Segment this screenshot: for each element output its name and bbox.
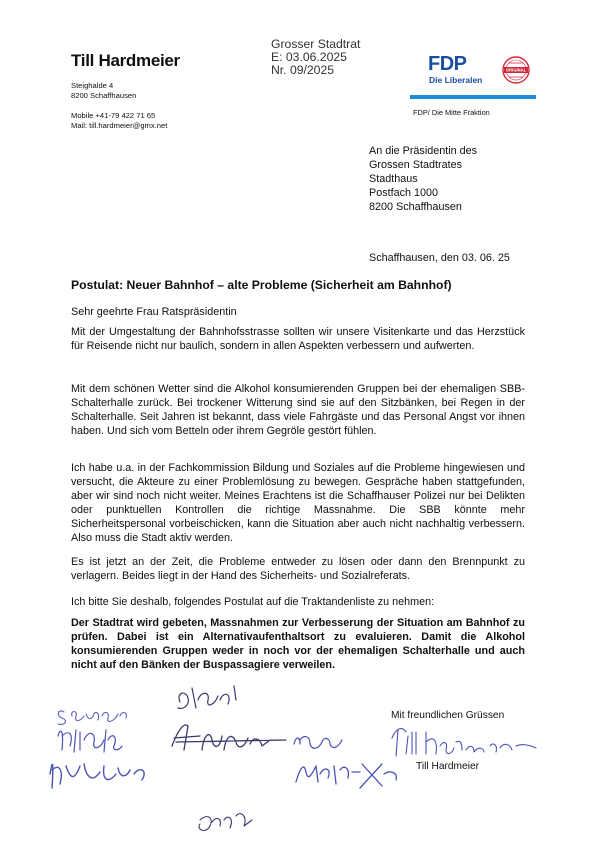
signature-1 [58, 711, 126, 725]
recipient-address [369, 144, 477, 214]
sender-address [71, 81, 136, 101]
document-info [271, 38, 360, 77]
council-name: Grosser Stadtrat [271, 37, 361, 51]
sender-street: Steighalde 4 [71, 81, 114, 90]
signature-7 [296, 764, 396, 788]
signature-4 [58, 730, 122, 752]
signature-2 [178, 686, 236, 708]
subject-line: Postulat: Neuer Bahnhof – alte Probleme (Sicherheit am Bahnhof) [71, 278, 452, 292]
signature-hardmeier [392, 729, 536, 756]
sender-mobile: Mobile +41-79 422 71 65 [71, 111, 156, 120]
sender-mail: Mail: till.hardmeier@gmx.net [71, 121, 168, 130]
original-stamp-icon [501, 55, 531, 85]
letter-date: Schaffhausen, den 03. 06. 25 [369, 252, 510, 264]
body-paragraph: Mit der Umgestaltung der Bahnhofsstrasse sollten wir unsere Visitenkarte und das Herzstück für Reisende nicht nur baulich, sondern in allen Aspekten verbessern und aufwerten. [71, 326, 525, 352]
signature-8 [199, 814, 252, 831]
fdp-logo [422, 50, 498, 96]
body-paragraph: Mit dem schönen Wetter sind die Alkohol konsumierenden Gruppen bei der ehemaligen SBB-Schalterhalle zurück. Bei trockener Witterung sind sie auf den Sitzbänken, bei Regen in der Schalterhalle. Seit Jahren ist bekannt, dass viele Fahrgäste und das Personal Angst vor ihnen haben. Und sich vom Betteln oder ihrem Gegröle gestört fühlen. [71, 383, 525, 437]
handwritten-signatures [0, 670, 595, 842]
recipient-line: Stadthaus [369, 173, 418, 185]
recipient-line: Postfach 1000 [369, 187, 439, 199]
fdp-logo-text: FDP [428, 53, 467, 75]
body-paragraph: Es ist jetzt an der Zeit, die Probleme entweder zu lösen oder dann den Brennpunkt zu verlagern. Beides liegt in der Hand des Sicherheits- und Sozialreferats. [71, 556, 525, 582]
signature-6 [50, 764, 144, 788]
received-date: E: 03.06.2025 [271, 50, 347, 64]
fdp-brand-bar [410, 95, 536, 99]
postulat-request: Der Stadtrat wird gebeten, Massnahmen zur Verbesserung der Situation am Bahnhof zu prüfen. Dabei ist ein Alternativaufenthaltsort zu evaluieren. Damit die Alkohol konsumierenden Gruppen weder in noch vor der ehemaligen Schalterhalle und auch nicht auf den Bänken der Buspassagiere verweilen. [71, 617, 525, 671]
signature-3 [172, 725, 286, 750]
sender-contact [71, 111, 167, 131]
body-paragraph: Ich habe u.a. in der Fachkommission Bildung und Soziales auf die Probleme hingewiesen und versucht, die Akteure zu einer Problemlösung zu bewegen. Gespräche haben stattgefunden, aber wir sind noch nicht weiter. Meines Erachtens ist die Schaffhauser Polizei nur bei Delikten oder punktuellen Kontrollen die richtige Massnahme. Die SBB könnte mehr Sicherheitspersonal vorbeischicken, kann die Situation aber auch nicht nachhaltig verbessern. Also muss die Stadt aktiv werden. [71, 462, 525, 544]
recipient-line: An die Präsidentin des [369, 145, 478, 157]
recipient-line: 8200 Schaffhausen [369, 201, 462, 213]
recipient-line: Grossen Stadtrates [369, 159, 463, 171]
signature-5 [294, 737, 342, 749]
salutation: Sehr geehrte Frau Ratspräsidentin [71, 306, 237, 318]
closing-greeting: Mit freundlichen Grüssen [391, 710, 505, 721]
sender-city: 8200 Schaffhausen [71, 91, 137, 100]
body-paragraph: Ich bitte Sie deshalb, folgendes Postulat auf die Traktandenliste zu nehmen: [71, 596, 435, 608]
document-number: Nr. 09/2025 [271, 63, 335, 77]
stamp-label: ORIGINAL [505, 67, 527, 73]
signer-name: Till Hardmeier [416, 761, 480, 772]
fdp-logo-subtitle: Die Liberalen [429, 75, 483, 85]
faction-name: FDP/ Die Mitte Fraktion [413, 108, 490, 117]
sender-name: Till Hardmeier [71, 51, 180, 70]
